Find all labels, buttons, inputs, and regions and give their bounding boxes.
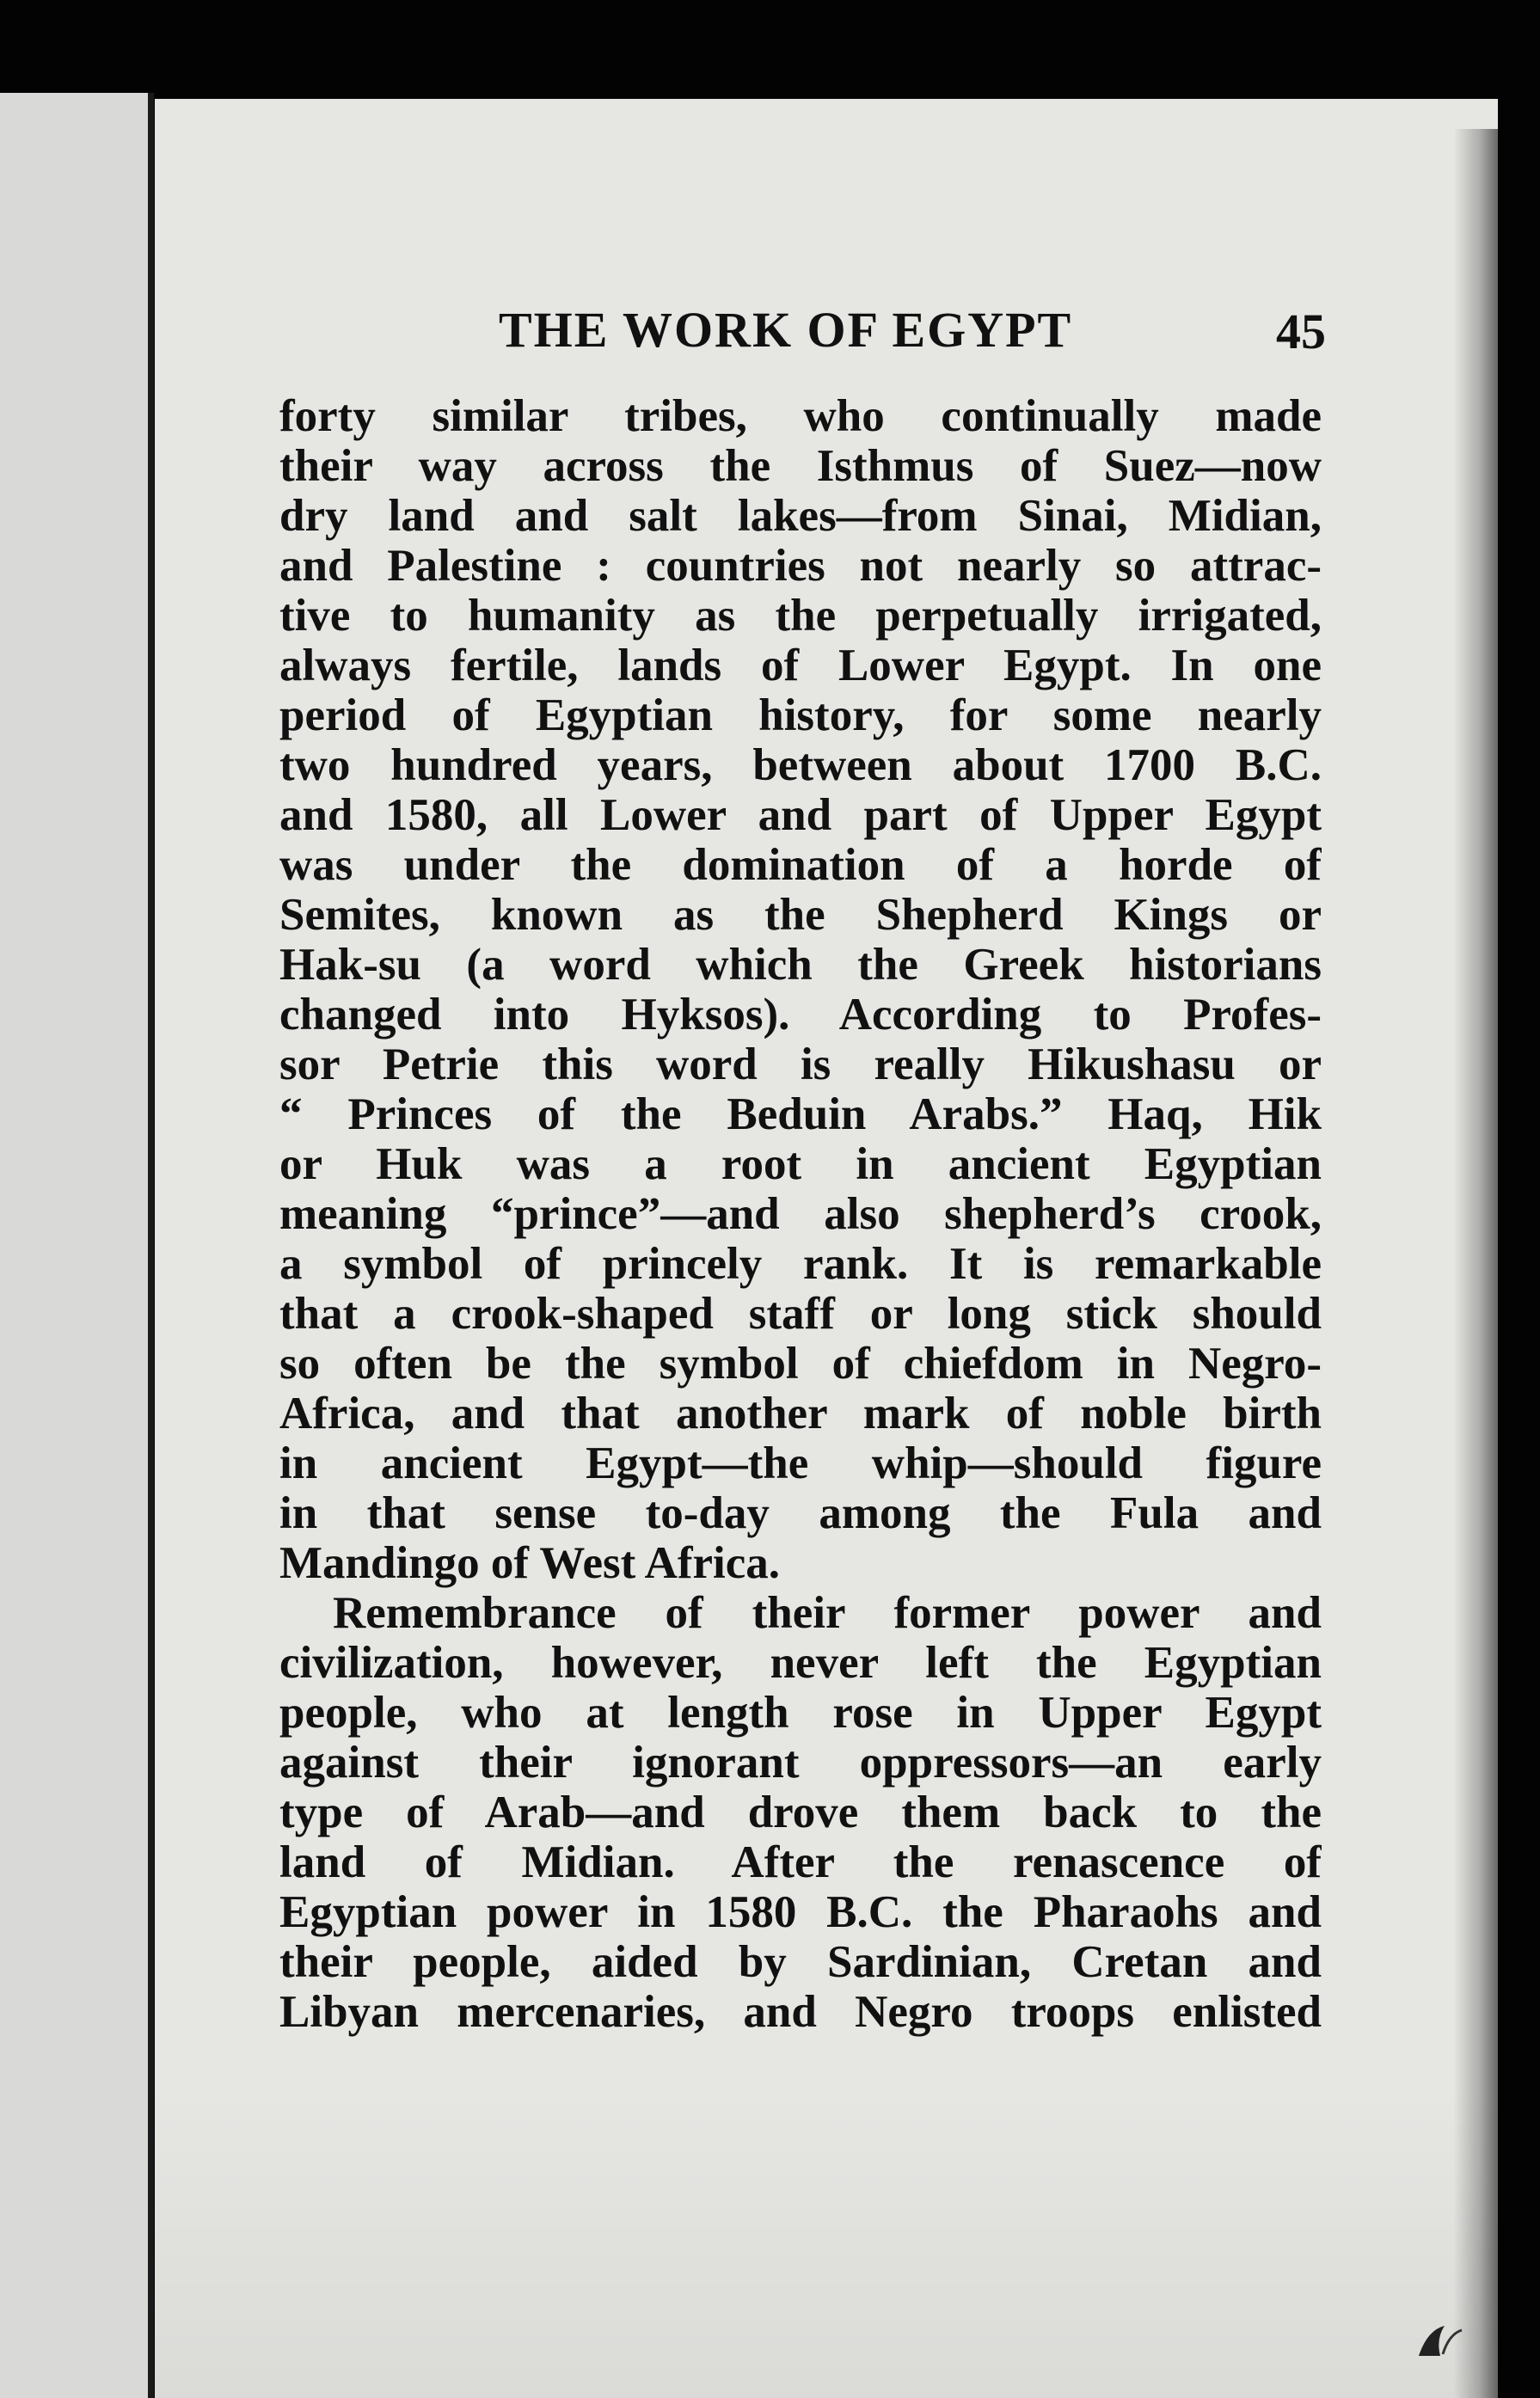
text-line: against their ignorant oppressors—an early — [279, 1738, 1322, 1788]
gutter-line — [148, 93, 154, 2398]
page-shadow-bottom — [155, 2081, 1498, 2398]
text-line-paragraph-end: Mandingo of West Africa. — [279, 1538, 781, 1588]
running-title: THE WORK OF EGYPT — [499, 302, 1073, 358]
text-line: period of Egyptian history, for some nearly — [279, 690, 1322, 740]
text-line: Hak-su (a word which the Greek historians — [279, 940, 1322, 990]
text-line: civilization, however, never left the Egyptian — [279, 1638, 1322, 1688]
left-page-edge — [0, 93, 153, 2398]
text-line-paragraph-start: Remembrance of their former power and — [333, 1588, 1322, 1638]
text-line: a symbol of princely rank. It is remarkable — [279, 1239, 1322, 1289]
text-line: and Palestine : countries not nearly so attrac- — [279, 541, 1322, 591]
text-line: that a crook-shaped staff or long stick should — [279, 1289, 1322, 1339]
page-number: 45 — [1276, 304, 1326, 359]
body-text — [279, 391, 1322, 2037]
text-line: and 1580, all Lower and part of Upper Egypt — [279, 790, 1322, 840]
text-line: changed into Hyksos). According to Profes- — [279, 990, 1322, 1040]
text-line: in that sense to-day among the Fula and — [279, 1488, 1322, 1538]
page-header — [284, 301, 1326, 361]
page-corner-curl — [1410, 2313, 1470, 2364]
text-line: Africa, and that another mark of noble birth — [279, 1389, 1322, 1438]
text-line: so often be the symbol of chiefdom in Negro- — [279, 1339, 1322, 1389]
text-line: in ancient Egypt—the whip—should figure — [279, 1438, 1322, 1488]
text-line: meaning “prince”—and also shepherd’s crook, — [279, 1189, 1322, 1239]
text-line: sor Petrie this word is really Hikushasu or — [279, 1040, 1322, 1089]
text-line: or Huk was a root in ancient Egyptian — [279, 1139, 1322, 1189]
text-line: people, who at length rose in Upper Egypt — [279, 1688, 1322, 1738]
text-line: “ Princes of the Beduin Arabs.” Haq, Hik — [279, 1089, 1322, 1139]
text-line: type of Arab—and drove them back to the — [279, 1788, 1322, 1837]
text-line: their people, aided by Sardinian, Cretan and — [279, 1937, 1322, 1987]
text-line: their way across the Isthmus of Suez—now — [279, 441, 1322, 491]
text-line: Egyptian power in 1580 B.C. the Pharaohs and — [279, 1887, 1322, 1937]
text-line: dry land and salt lakes—from Sinai, Midian, — [279, 491, 1322, 541]
text-line: was under the domination of a horde of — [279, 840, 1322, 890]
text-line: two hundred years, between about 1700 B.C. — [279, 740, 1322, 790]
text-line: land of Midian. After the renascence of — [279, 1837, 1322, 1887]
text-line: forty similar tribes, who continually made — [279, 391, 1322, 441]
text-line: Libyan mercenaries, and Negro troops enlisted — [279, 1987, 1322, 2037]
text-line: Semites, known as the Shepherd Kings or — [279, 890, 1322, 940]
text-line: tive to humanity as the perpetually irrigated, — [279, 591, 1322, 641]
text-line: always fertile, lands of Lower Egypt. In one — [279, 641, 1322, 690]
page-shadow-right — [1453, 129, 1498, 2398]
